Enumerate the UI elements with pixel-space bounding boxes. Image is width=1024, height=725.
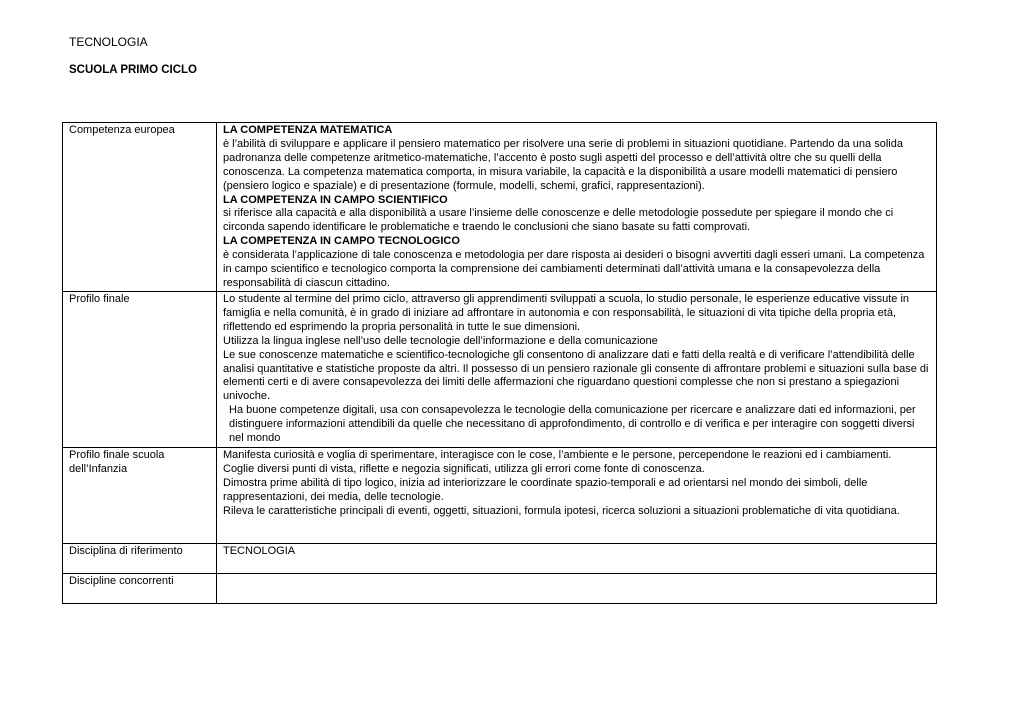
paragraph-competenza-tecnologica: è considerata l’applicazione di tale conoscenza e metodologia per dare risposta ai desideri o bisogni avvertiti dagli esseri umani. La competenza in campo scientifico e tecnologico comporta la comprensione dei cambiamenti determinati dall’attività umana e la consapevolezza della responsabilità di ciascun cittadino. xyxy=(223,249,925,289)
curriculum-table xyxy=(62,122,937,604)
disciplina-riferimento-value: TECNOLOGIA xyxy=(217,544,937,574)
profilo-finale-paragraph: Ha buone competenze digitali, usa con consapevolezza le tecnologie della comunicazione per ricercare e analizzare dati ed informazioni, per distinguere informazioni attendibili da quelle che necessitano di approfondimento, di controllo e di verifica e per interagire con soggetti diversi nel mondo xyxy=(229,404,916,445)
discipline-concorrenti-value xyxy=(217,574,937,604)
row-label-profilo-infanzia: Profilo finale scuola dell’Infanzia xyxy=(63,448,217,544)
table-row xyxy=(63,448,937,544)
paragraph-competenza-matematica: è l’abilità di sviluppare e applicare il pensiero matematico per risolvere una serie di problemi in situazioni quotidiane. Partendo da una solida padronanza delle competenze aritmetico-matematiche, l’accento è posto sugli aspetti del processo e dell’attività oltre che su quelli della conoscenza. La competenza matematica comporta, in misura variabile, la capacità e la disponibilità a usare modelli matematici di pensiero (pensiero logico e spaziale) e di presentazione (formule, modelli, schemi, grafici, rappresentazioni). xyxy=(223,137,903,192)
row-label-profilo-finale: Profilo finale xyxy=(63,292,217,448)
table-row xyxy=(63,123,937,292)
heading-competenza-matematica: LA COMPETENZA MATEMATICA xyxy=(223,124,393,136)
paragraph-competenza-scientifica: si riferisce alla capacità e alla disponibilità a usare l’insieme delle conoscenze e delle metodologie possedute per spiegare il mondo che ci circonda sapendo identificare le problematiche e traendo le conclusioni che siano basate su fatti comprovati. xyxy=(223,207,894,234)
row-label-disciplina-riferimento: Disciplina di riferimento xyxy=(63,544,217,574)
profilo-infanzia-paragraph: Coglie diversi punti di vista, riflette e negozia significati, utilizza gli errori come fonte di conoscenza. xyxy=(223,462,705,475)
row-label-competenza-europea: Competenza europea xyxy=(63,123,217,292)
profilo-infanzia-content xyxy=(217,448,937,544)
table-row xyxy=(63,292,937,448)
document-subtitle: SCUOLA PRIMO CICLO xyxy=(69,64,197,76)
heading-competenza-tecnologica: LA COMPETENZA IN CAMPO TECNOLOGICO xyxy=(223,235,460,248)
profilo-finale-paragraph: Lo studente al termine del primo ciclo, attraverso gli apprendimenti sviluppati a scuola, lo studio personale, le esperienze educative vissute in famiglia e nella comunità, è in grado di iniziare ad affrontare in autonomia e con responsabilità, le situazioni di vita tipiche della propria età, riflettendo ed esprimendo la propria personalità in tutte le sue dimensioni. xyxy=(223,293,910,333)
table-row xyxy=(63,544,937,574)
profilo-infanzia-paragraph: Dimostra prime abilità di tipo logico, inizia ad interiorizzare le coordinate spazio-temporali e ad orientarsi nel mondo dei simboli, delle rappresentazioni, dei media, delle tecnologie. xyxy=(223,476,868,503)
document-title: TECNOLOGIA xyxy=(69,35,148,49)
profilo-infanzia-paragraph: Rileva le caratteristiche principali di eventi, oggetti, situazioni, formula ipotesi, ricerca soluzioni a situazioni problematiche di vita quotidiana. xyxy=(223,504,900,517)
row-label-discipline-concorrenti: Discipline concorrenti xyxy=(63,574,217,604)
profilo-finale-content xyxy=(217,292,937,448)
competenza-europea-content xyxy=(217,123,937,292)
profilo-finale-paragraph: Le sue conoscenze matematiche e scientifico-tecnologiche gli consentono di analizzare dati e fatti della realtà e di verificare l’attendibilità delle analisi quantitative e statistiche proposte da altri. Il possesso di un pensiero razionale gli consente di affrontare problemi e situazioni sulla base di elementi certi e di avere consapevolezza dei limiti delle affermazioni che riguardano questioni complesse che non si prestano a spiegazioni univoche. xyxy=(223,348,929,403)
table-row xyxy=(63,574,937,604)
profilo-finale-paragraph: Utilizza la lingua inglese nell’uso delle tecnologie dell’informazione e della comunicazione xyxy=(223,334,658,347)
heading-competenza-scientifica: LA COMPETENZA IN CAMPO SCIENTIFICO xyxy=(223,193,448,206)
profilo-infanzia-paragraph: Manifesta curiosità e voglia di sperimentare, interagisce con le cose, l’ambiente e le persone, percependone le reazioni ed i cambiamenti. xyxy=(223,449,892,461)
